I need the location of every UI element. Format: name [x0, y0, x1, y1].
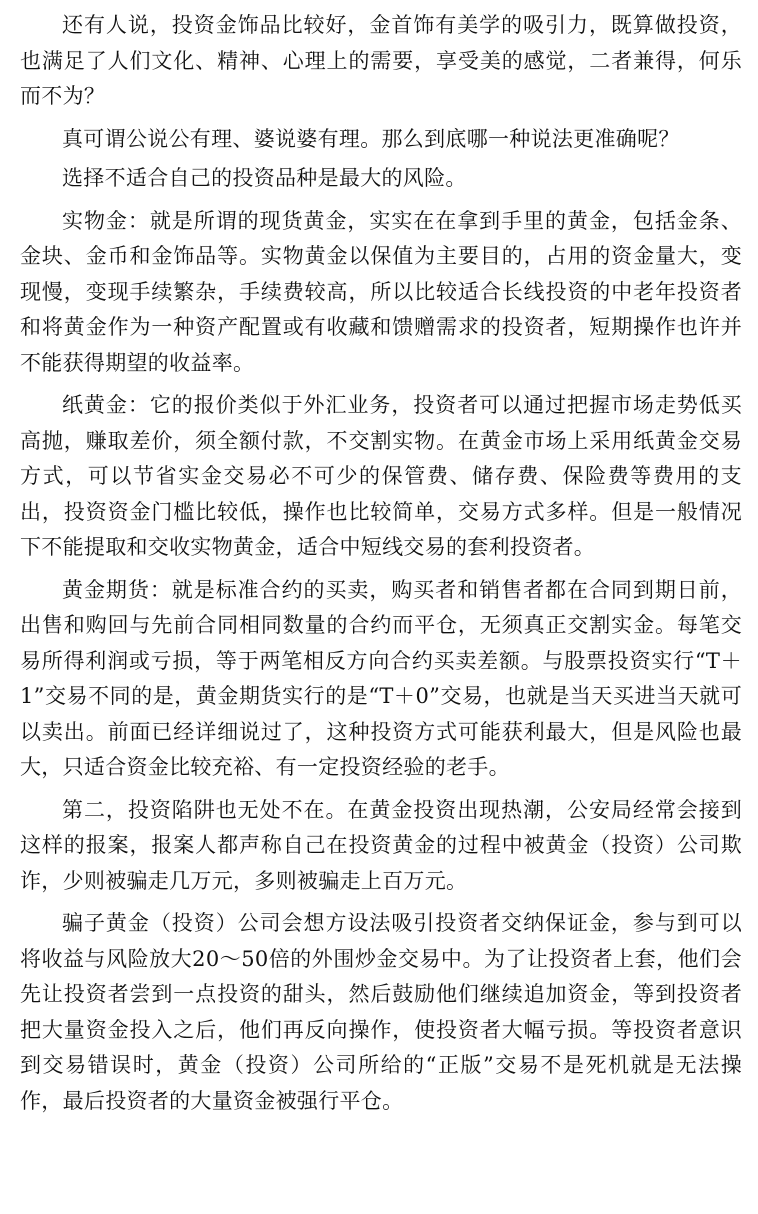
paragraph-biggest-risk: 选择不适合自己的投资品种是最大的风险。	[62, 166, 467, 190]
paragraph-investment-traps: 第二，投资陷阱也无处不在。在黄金投资出现热潮，公安局经常会接到这样的报案，报案人都声称自己在投资黄金的过程中被黄金（投资）公司欺诈，少则被骗走几万元，多则被骗走上百万元。	[20, 797, 742, 893]
paragraph-both-sides-argument: 真可谓公说公有理、婆说婆有理。那么到底哪一种说法更准确呢？	[62, 126, 680, 151]
paragraph-gold-futures: 黄金期货：就是标准合约的买卖，购买者和销售者都在合同到期日前，出售和购回与先前合同相同数量的合约而平仓，无须真正交割实金。每笔交易所得利润或亏损，等于两笔相反方向合约买卖差额。与股票投资实行“T＋1”交易不同的是，黄金期货实行的是“T＋0”交易，也就是当天买进当天就可以卖出。前面已经详细说过了，这种投资方式可能获利最大，但是风险也最大，只适合资金比较充裕、有一定投资经验的老手。	[20, 577, 742, 779]
paragraph-gold-jewelry-view: 还有人说，投资金饰品比较好，金首饰有美学的吸引力，既算做投资，也满足了人们文化、精神、心理上的需要，享受美的感觉，二者兼得，何乐而不为？	[20, 13, 742, 108]
paragraph-fraud-companies: 骗子黄金（投资）公司会想方设法吸引投资者交纳保证金，参与到可以将收益与风险放大20～50倍的外围炒金交易中。为了让投资者上套，他们会先让投资者尝到一点投资的甜头，然后鼓励他们继续追加资金，等到投资者把大量资金投入之后，他们再反向操作，使投资者大幅亏损。等投资者意识到交易错误时，黄金（投资）公司所给的“正版”交易不是死机就是无法操作，最后投资者的大量资金被强行平仓。	[20, 911, 742, 1113]
paragraph-physical-gold: 实物金：就是所谓的现货黄金，实实在在拿到手里的黄金，包括金条、金块、金币和金饰品等。实物黄金以保值为主要目的，占用的资金量大，变现慢，变现手续繁杂，手续费较高，所以比较适合长线投资的中老年投资者和将黄金作为一种资产配置或有收藏和馈赠需求的投资者，短期操作也许并不能获得期望的收益率。	[20, 208, 742, 375]
paragraph-paper-gold: 纸黄金：它的报价类似于外汇业务，投资者可以通过把握市场走势低买高抛，赚取差价，须全额付款，不交割实物。在黄金市场上采用纸黄金交易方式，可以节省实金交易必不可少的保管费、储存费、保险费等费用的支出，投资资金门槛比较低，操作也比较简单，交易方式多样。但是一般情况下不能提取和交收实物黄金，适合中短线交易的套利投资者。	[20, 393, 742, 559]
